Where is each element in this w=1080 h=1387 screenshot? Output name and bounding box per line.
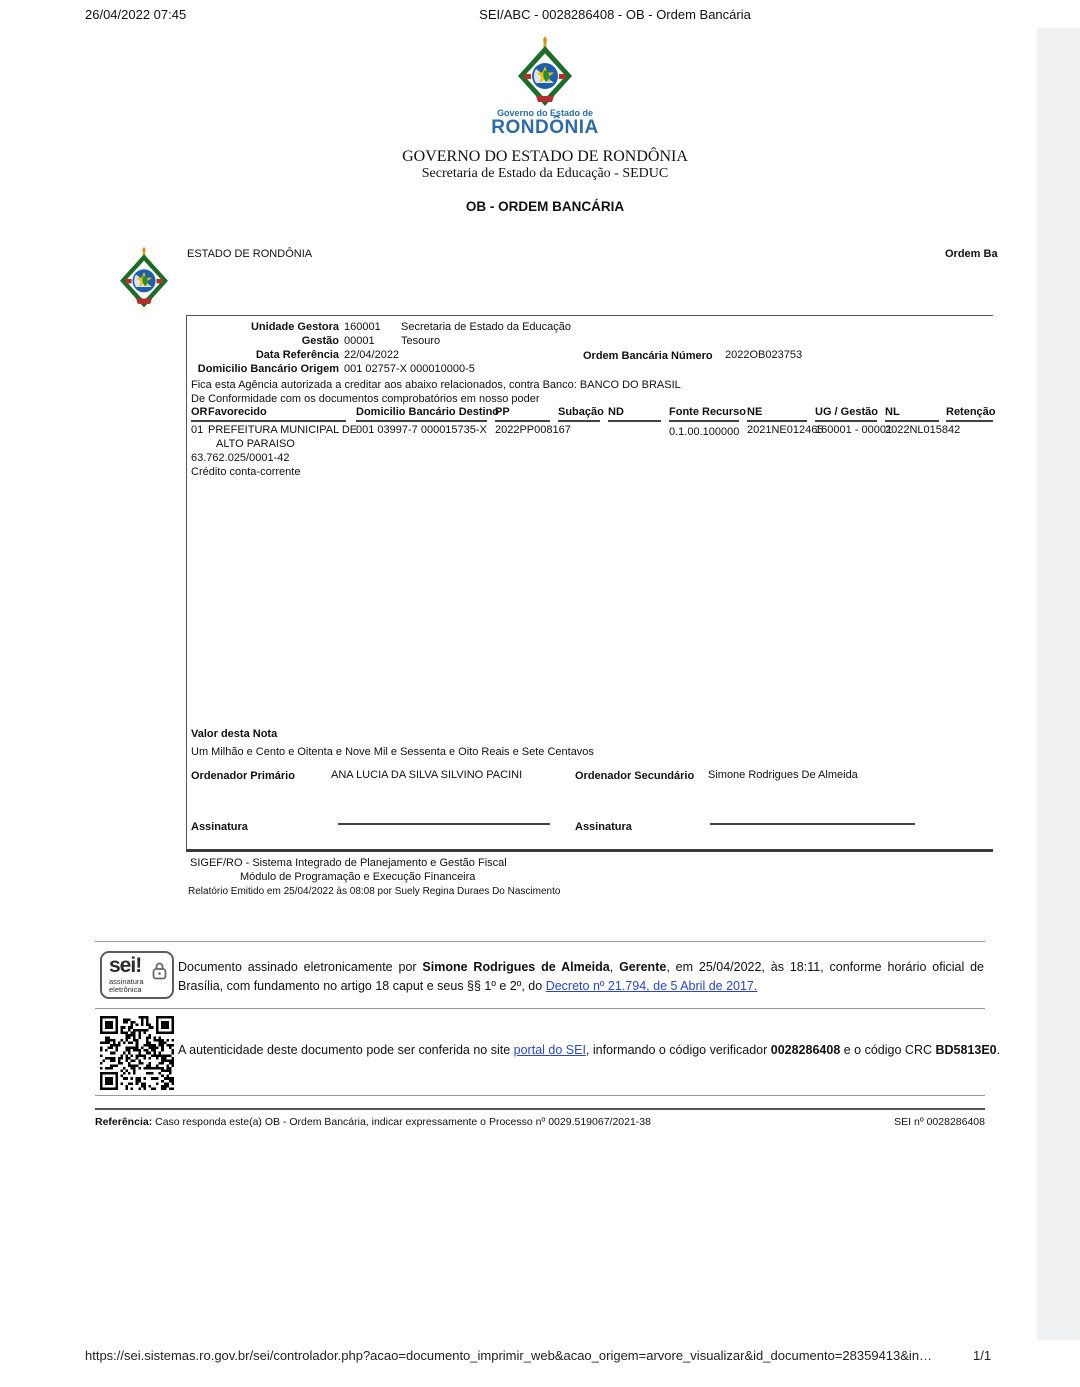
qr-code [100, 1016, 174, 1090]
reference-label: Referência: [95, 1116, 153, 1128]
signature-statement [178, 958, 984, 997]
valor-extenso: Um Milhão e Cento e Oitenta e Nove Mil e Sessenta e Oito Reais e Sete Centavos [191, 746, 594, 758]
signature-text-2: , em 25/04/2022, às 18:11, conforme horário oficial de Brasília, com fundamento no artigo 18 caput e seus §§ 1º e 2º, do [178, 960, 984, 994]
signature-line-1 [338, 823, 550, 825]
signature-text-1: Documento assinado eletronicamente por [178, 960, 423, 974]
rondonia-coat-of-arms-small-icon [117, 247, 171, 311]
separator [95, 1095, 985, 1096]
row-nl: 2022NL015842 [885, 424, 961, 436]
column-underline [885, 420, 939, 422]
column-underline [356, 420, 487, 422]
sei-badge-sub1: assinatura [109, 976, 144, 986]
sei-badge-sub2: eletrônica [109, 984, 142, 994]
ordenador-secundario-name: Simone Rodrigues De Almeida [708, 769, 858, 781]
field-value-unidade-gestora-code: 160001 [344, 321, 381, 333]
reference-bar [95, 1108, 985, 1128]
field-label-gestao: Gestão [301, 335, 339, 347]
portal-sei-link[interactable]: portal do SEI [513, 1043, 586, 1057]
field-value-unidade-gestora-name: Secretaria de Estado da Educação [401, 321, 572, 333]
row-favorecido-1: PREFEITURA MUNICIPAL DE [208, 424, 358, 436]
field-value-gestao-code: 00001 [344, 335, 375, 347]
column-underline [495, 420, 550, 422]
letterhead-gov-small: Governo do Estado de [496, 108, 593, 118]
col-header-pp: PP [495, 406, 510, 418]
signature-sep: , [609, 960, 620, 974]
field-label-data-referencia: Data Referência [255, 349, 339, 361]
separator [95, 941, 985, 942]
row-favorecido-2: ALTO PARAISO [216, 438, 295, 450]
print-datetime: 26/04/2022 07:45 [85, 7, 187, 22]
signer-role: Gerente [619, 960, 667, 974]
row-ne: 2021NE012465 [747, 424, 824, 436]
column-underline [608, 420, 661, 422]
column-underline [747, 420, 807, 422]
col-header-ne: NE [747, 406, 763, 418]
sigef-line-2: Módulo de Programação e Execução Financeira [240, 871, 476, 883]
field-value-ob-numero: 2022OB023753 [725, 349, 803, 361]
letterhead-org-line2: Secretaria de Estado da Educação - SEDUC [421, 166, 669, 181]
signature-line-2 [710, 823, 915, 825]
row-ug-gestao: 160001 - 00001 [815, 424, 893, 436]
ordenador-secundario-label: Ordenador Secundário [575, 770, 695, 782]
ordenador-primario-label: Ordenador Primário [191, 770, 295, 782]
field-value-data-referencia: 22/04/2022 [344, 349, 400, 361]
row-domicilio-destino: 001 03997-7 000015735-X [356, 424, 487, 436]
sei-badge-word: sei! [109, 954, 142, 977]
column-underline [558, 420, 600, 422]
row-or: 01 [191, 424, 204, 436]
print-doc-title: SEI/ABC - 0028286408 - OB - Ordem Bancária [479, 7, 751, 22]
row-credit-type: Crédito conta-corrente [191, 466, 301, 478]
page-margin [1037, 28, 1080, 1340]
decree-link[interactable]: Decreto nº 21.794, de 5 Abril de 2017. [545, 979, 758, 994]
valor-label: Valor desta Nota [191, 728, 278, 740]
reference-sei-number: SEI nº 0028286408 [894, 1116, 985, 1128]
field-label-ob-numero: Ordem Bancária Número [583, 350, 713, 362]
verification-text-2: , informando o código verificador [585, 1043, 771, 1057]
report-state-label: ESTADO DE RONDÔNIA [187, 248, 313, 260]
field-value-gestao-name: Tesouro [401, 335, 441, 347]
ordenador-primario-name: ANA LUCIA DA SILVA SILVINO PACINI [331, 769, 523, 781]
col-header-nd: ND [608, 406, 624, 418]
verification-text-3: e o código CRC [840, 1043, 936, 1057]
column-underline [191, 420, 346, 422]
document-title: OB - ORDEM BANCÁRIA [465, 199, 625, 214]
signer-name: Simone Rodrigues de Almeida [422, 960, 610, 974]
column-underline [946, 420, 993, 422]
col-header-subacao: Subação [558, 406, 604, 418]
assinatura-label-2: Assinatura [575, 821, 632, 833]
col-header-retencao: Retenção [946, 406, 996, 418]
verification-text-4: . [996, 1043, 1001, 1057]
col-header-favorecido: Favorecido [208, 406, 267, 418]
verification-code: 0028286408 [770, 1043, 841, 1057]
sei-signature-badge [100, 951, 174, 999]
report-header-right: Ordem Ba [945, 248, 998, 260]
col-header-or: OR [191, 406, 208, 418]
print-footer-page-number: 1/1 [973, 1348, 992, 1363]
reference-text [95, 1116, 651, 1128]
row-fonte-recurso: 0.1.00.100000 [669, 426, 740, 438]
separator [95, 1008, 985, 1009]
verification-statement [178, 1043, 1008, 1057]
assinatura-label-1: Assinatura [191, 821, 248, 833]
column-underline [669, 420, 739, 422]
reference-body: Caso responda este(a) OB - Ordem Bancária, indicar expressamente o Processo nº 0029.519067/2021-38 [152, 1116, 651, 1128]
verification-text-1: A autenticidade deste documento pode ser conferida no site [178, 1043, 514, 1057]
row-cnpj: 63.762.025/0001-42 [191, 452, 290, 464]
padlock-icon [152, 961, 167, 985]
ob-form-box [186, 315, 996, 852]
letterhead-org-line1: GOVERNO DO ESTADO DE RONDÔNIA [402, 148, 688, 165]
col-header-nl: NL [885, 406, 900, 418]
sigef-line-1: SIGEF/RO - Sistema Integrado de Planejamento e Gestão Fiscal [190, 857, 507, 869]
letterhead-state-name: RONDÔNIA [491, 117, 599, 138]
col-header-domicilio-destino: Domicilio Bancário Destino [356, 406, 500, 418]
field-label-unidade-gestora: Unidade Gestora [250, 321, 339, 333]
col-header-fonte-recurso: Fonte Recurso [669, 406, 747, 418]
sigef-line-3: Relatório Emitido em 25/04/2022 às 08:08 por Suely Regina Duraes Do Nascimento [188, 886, 561, 897]
col-header-ug-gestao: UG / Gestão [815, 406, 878, 418]
conformity-line: De Conformidade com os documentos comprobatórios em nosso poder [191, 393, 540, 405]
rondonia-coat-of-arms-icon [516, 36, 574, 108]
column-underline [815, 420, 877, 422]
verification-crc: BD5813E0 [935, 1043, 997, 1057]
field-label-domicilio-origem: Domicilio Bancário Origem [197, 363, 339, 375]
field-value-domicilio-origem: 001 02757-X 000010000-5 [344, 363, 475, 375]
print-footer-url: https://sei.sistemas.ro.gov.br/sei/controlador.php?acao=documento_imprimir_web&acao_origem=arvore_visualizar&id_documento=28359413&in… [85, 1348, 933, 1363]
row-pp: 2022PP008167 [495, 424, 571, 436]
authorization-line: Fica esta Agência autorizada a creditar aos abaixo relacionados, contra Banco: BANCO DO BRASIL [191, 379, 681, 391]
